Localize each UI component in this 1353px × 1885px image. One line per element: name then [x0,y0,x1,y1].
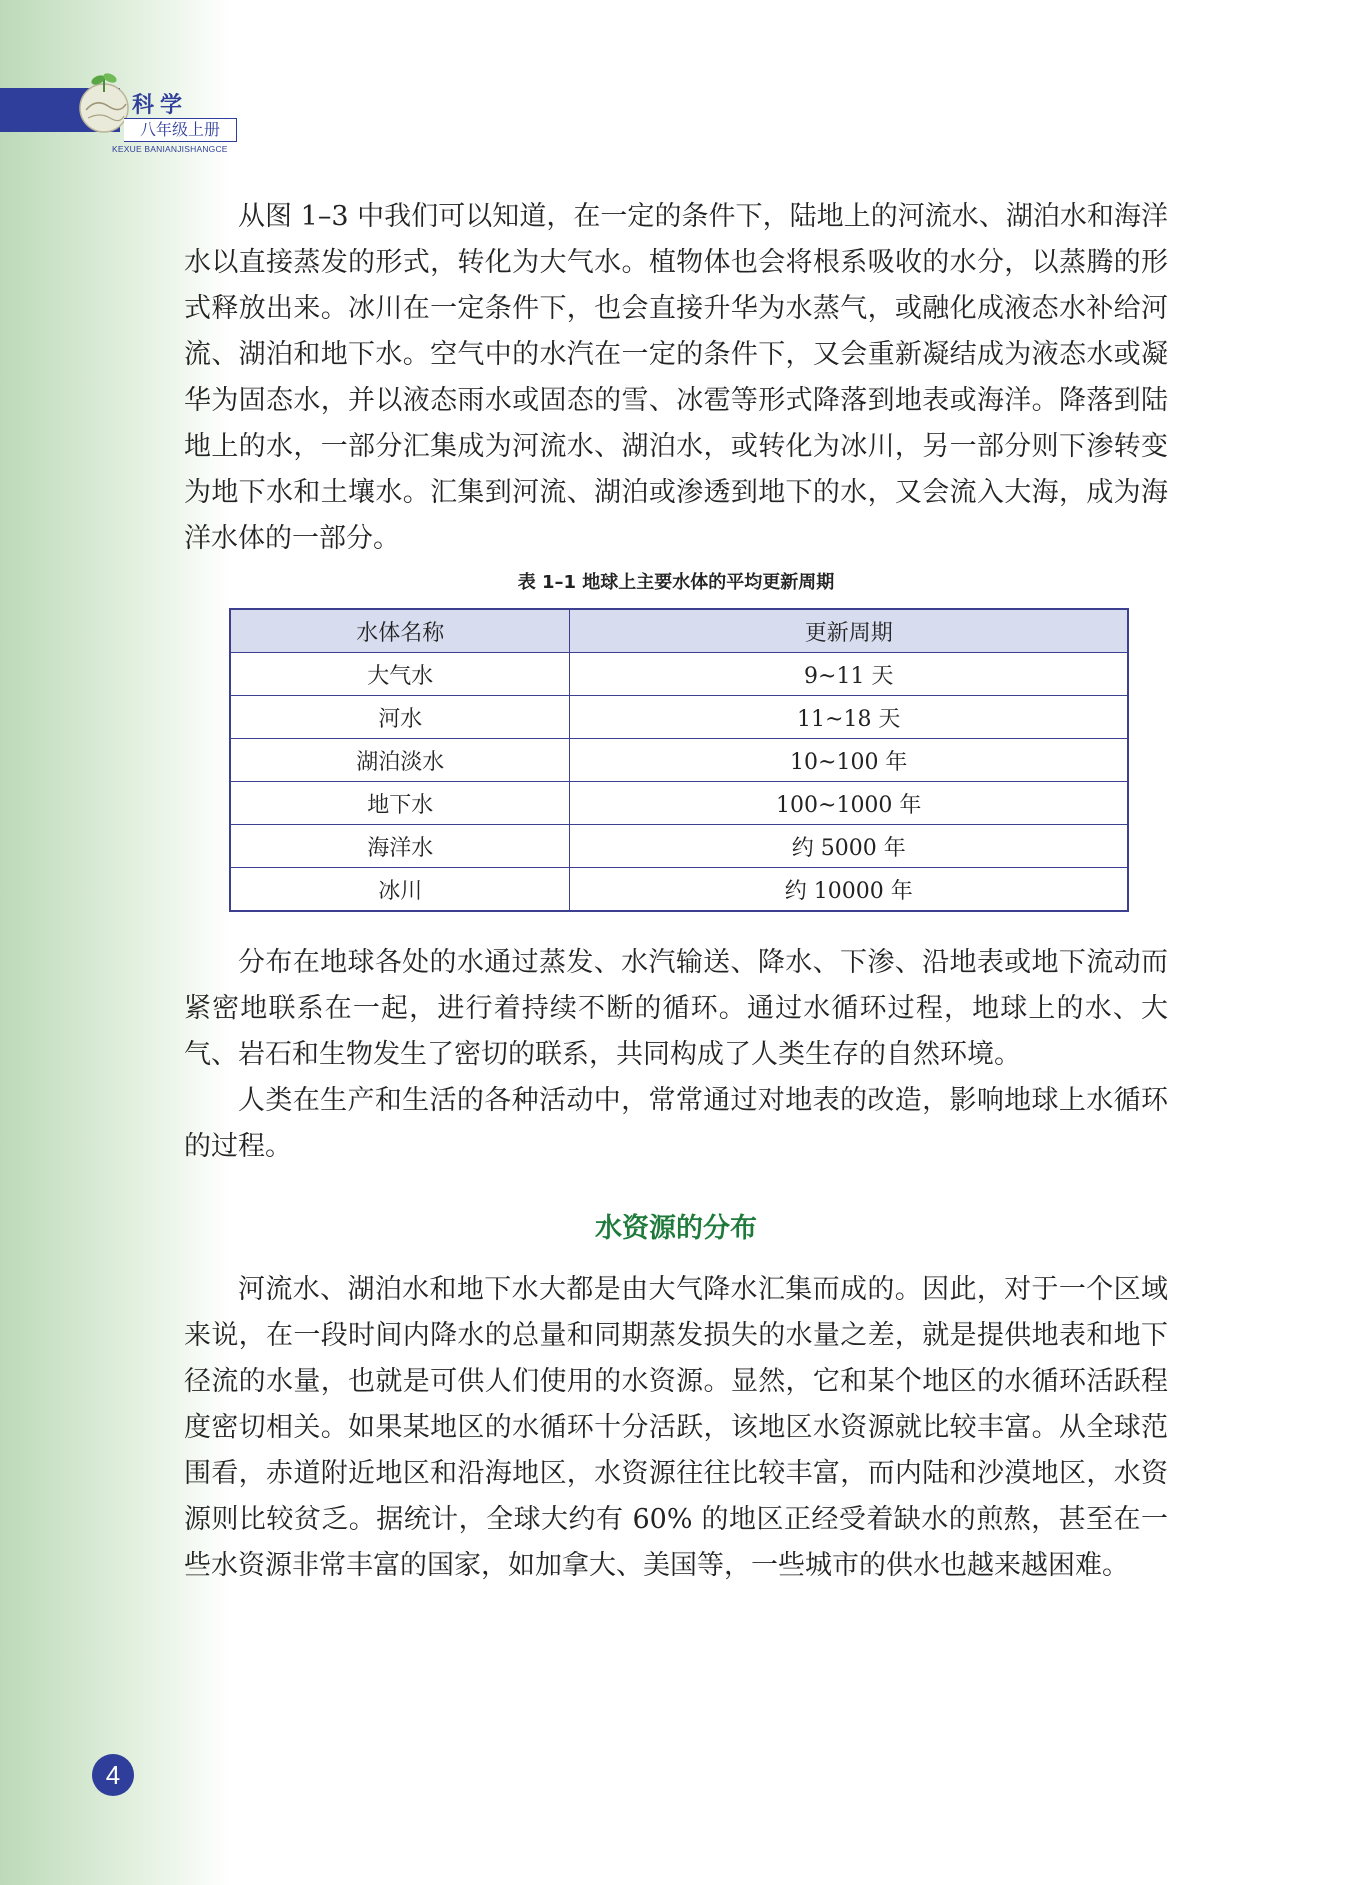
table-row [230,782,1128,825]
table-row [230,739,1128,782]
table-cell: 11~18 天 [570,696,1128,739]
table-cell: 河水 [230,696,570,739]
section-heading: 水资源的分布 [595,1213,757,1244]
water-renewal-table [229,608,1129,912]
table-cell: 冰川 [230,868,570,912]
table-header-cell: 水体名称 [230,609,570,653]
table-cell: 地下水 [230,782,570,825]
table-cell: 海洋水 [230,825,570,868]
table-header-cell: 更新周期 [570,609,1128,653]
page-number: 4 [92,1754,134,1796]
table-row [230,868,1128,912]
table-row [230,653,1128,696]
table-cell: 湖泊淡水 [230,739,570,782]
table-cell: 100~1000 年 [570,782,1128,825]
table-header-row [230,609,1128,653]
paragraph-water-cycle: 分布在地球各处的水通过蒸发、水汽输送、降水、下渗、沿地表或地下流动而紧密地联系在一起，进行着持续不断的循环。通过水循环过程，地球上的水、大气、岩石和生物发生了密切的联系，共同构成了人类生存的自然环境。 [184,947,1168,1070]
grade-label: 八年级上册 [124,118,237,142]
table-cell: 约 10000 年 [570,868,1128,912]
paragraph-water-resources: 河流水、湖泊水和地下水大都是由大气降水汇集而成的。因此，对于一个区域来说，在一段时间内降水的总量和同期蒸发损失的水量之差，就是提供地表和地下径流的水量，也就是可供人们使用的水资源。显然，它和某个地区的水循环活跃程度密切相关。如果某地区的水循环十分活跃，该地区水资源就比较丰富。从全球范围看，赤道附近地区和沿海地区，水资源往往比较丰富，而内陆和沙漠地区，水资源则比较贫乏。据统计，全球大约有 60% 的地区正经受着缺水的煎熬，甚至在一些水资源非常丰富的国家，如加拿大、美国等，一些城市的供水也越来越困难。 [184,1274,1168,1581]
paragraph-water-transformation: 从图 1–3 中我们可以知道，在一定的条件下，陆地上的河流水、湖泊水和海洋水以直接蒸发的形式，转化为大气水。植物体也会将根系吸收的水分，以蒸腾的形式释放出来。冰川在一定条件下，也会直接升华为水蒸气，或融化成液态水补给河流、湖泊和地下水。空气中的水汽在一定的条件下，又会重新凝结成为液态水或凝华为固态水，并以液态雨水或固态的雪、冰雹等形式降落到地表或海洋。降落到陆地上的水，一部分汇集成为河流水、湖泊水，或转化为冰川，另一部分则下渗转变为地下水和土壤水。汇集到河流、湖泊或渗透到地下的水，又会流入大海，成为海洋水体的一部分。 [184,201,1168,554]
table-cell: 约 5000 年 [570,825,1128,868]
table-caption: 表 1–1 地球上主要水体的平均更新周期 [517,572,835,593]
table-row [230,696,1128,739]
page-content [184,194,1168,1589]
table-cell: 9~11 天 [570,653,1128,696]
table-cell: 大气水 [230,653,570,696]
subject-title: 科学 [132,93,189,118]
grade-pinyin: KEXUE BANIANJISHANGCE [112,144,228,154]
paragraph-human-impact: 人类在生产和生活的各种活动中，常常通过对地表的改造，影响地球上水循环的过程。 [184,1085,1168,1162]
table-row [230,825,1128,868]
table-cell: 10~100 年 [570,739,1128,782]
